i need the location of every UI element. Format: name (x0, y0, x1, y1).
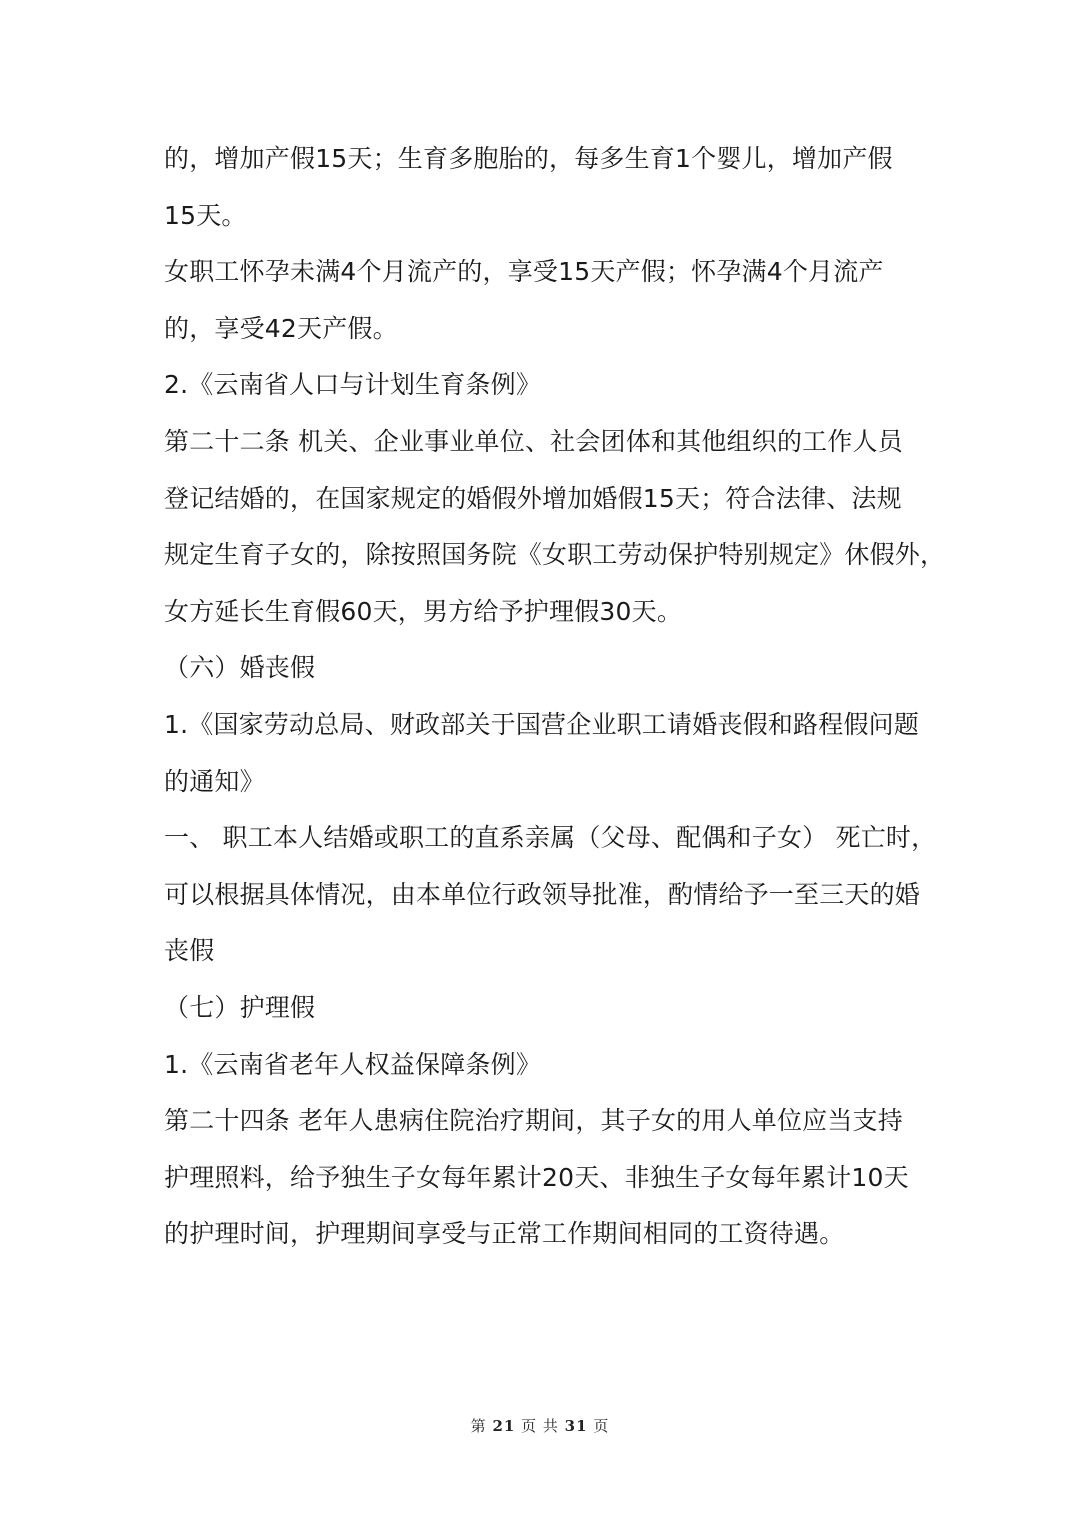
text-line: 第二十二条 机关、企业事业单位、社会团体和其他组织的工作人员 (164, 426, 903, 456)
section-heading: 1.《云南省老年人权益保障条例》 (164, 1049, 542, 1079)
current-page-number: 21 (492, 1417, 516, 1435)
text-line: 第二十四条 老年人患病住院治疗期间，其子女的用人单位应当支持 (164, 1106, 903, 1136)
footer-middle: 页 共 (521, 1417, 559, 1435)
footer-suffix: 页 (593, 1417, 610, 1435)
text-line: 的，增加产假15天；生育多胞胎的，每多生育1个婴儿，增加产假 (164, 144, 893, 173)
text-line: 护理照料，给予独生子女每年累计20天、非独生子女每年累计10天 (164, 1162, 909, 1192)
text-line: 女方延长生育假60天，男方给予护理假30天。 (164, 596, 683, 626)
section-heading: （七）护理假 (164, 992, 316, 1022)
footer-prefix: 第 (470, 1417, 487, 1435)
text-line: 可以根据具体情况，由本单位行政领导批准，酌情给予一至三天的婚 (164, 879, 921, 909)
text-line: 一、 职工本人结婚或职工的直系亲属（父母、配偶和子女） 死亡时， (164, 823, 937, 853)
text-line: 的通知》 (164, 766, 265, 796)
total-pages-number: 31 (564, 1417, 588, 1435)
text-line: 的护理时间，护理期间享受与正常工作期间相同的工资待遇。 (164, 1219, 845, 1249)
text-line: 15天。 (164, 200, 247, 230)
page-footer (0, 1415, 1080, 1436)
text-line: 规定生育子女的，除按照国务院《女职工劳动保护特别规定》休假外， (164, 540, 946, 570)
section-heading: （六）婚丧假 (164, 653, 316, 683)
text-line: 登记结婚的，在国家规定的婚假外增加婚假15天；符合法律、法规 (164, 483, 902, 513)
text-line: 女职工怀孕未满4个月流产的，享受15天产假；怀孕满4个月流产 (164, 257, 884, 287)
document-body (164, 131, 946, 1263)
text-line: 丧假 (164, 936, 215, 966)
section-heading: 1.《国家劳动总局、财政部关于国营企业职工请婚丧假和路程假问题 (164, 709, 920, 739)
text-line: 的，享受42天产假。 (164, 313, 398, 343)
section-heading: 2.《云南省人口与计划生育条例》 (164, 370, 542, 400)
